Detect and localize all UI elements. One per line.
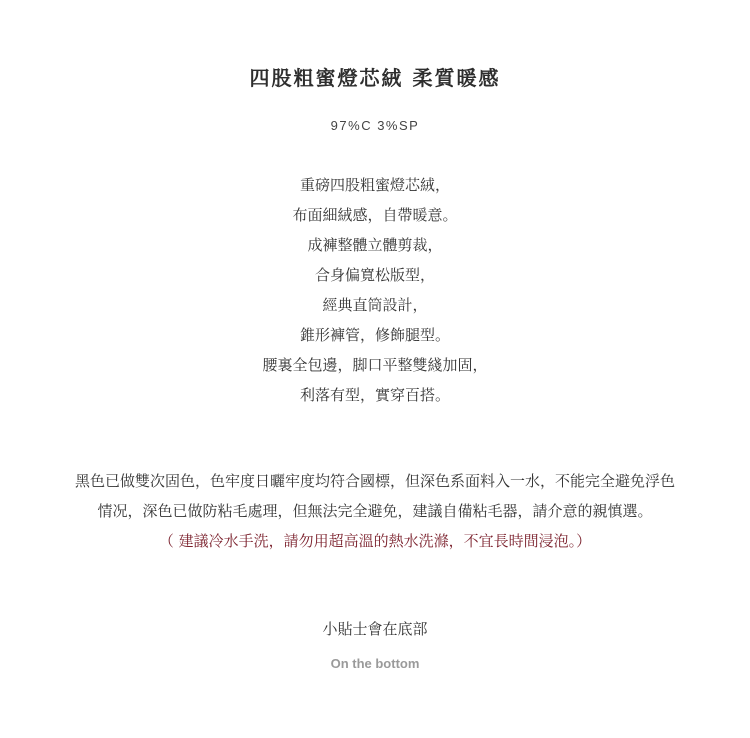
description-line: 腰裏全包邊，脚口平整雙綫加固， [262,356,488,374]
product-description [0,170,750,410]
description-line: 重磅四股粗蜜燈芯絨， [299,176,450,194]
notice-line: 情况，深色已做防粘毛處理，但無法完全避免，建議自備粘毛器，請介意的親慎選。 [97,502,653,520]
description-line: 經典直筒設計， [322,296,428,314]
tips-label-en: On the bottom [330,656,420,671]
product-title: 四股粗蜜燈芯絨 柔質暖感 [249,66,501,90]
care-instruction: （ 建議冷水手洗，請勿用超高溫的熱水洗滌，不宜長時間浸泡。） [158,532,592,550]
tips-label: 小貼士會在底部 [322,620,428,638]
color-notice [0,466,750,556]
description-line: 成褲整體立體剪裁， [307,236,443,254]
description-line: 布面細絨感，自帶暖意。 [292,206,458,224]
description-line: 錐形褲管，修飾腿型。 [299,326,450,344]
fabric-composition: 97%C 3%SP [330,118,420,133]
notice-line: 黑色已做雙次固色，色牢度日曬牢度均符合國標，但深色系面料入一水，不能完全避免浮色 [74,472,675,490]
description-line: 合身偏寬松版型， [314,266,435,284]
description-line: 利落有型，實穿百搭。 [299,386,450,404]
